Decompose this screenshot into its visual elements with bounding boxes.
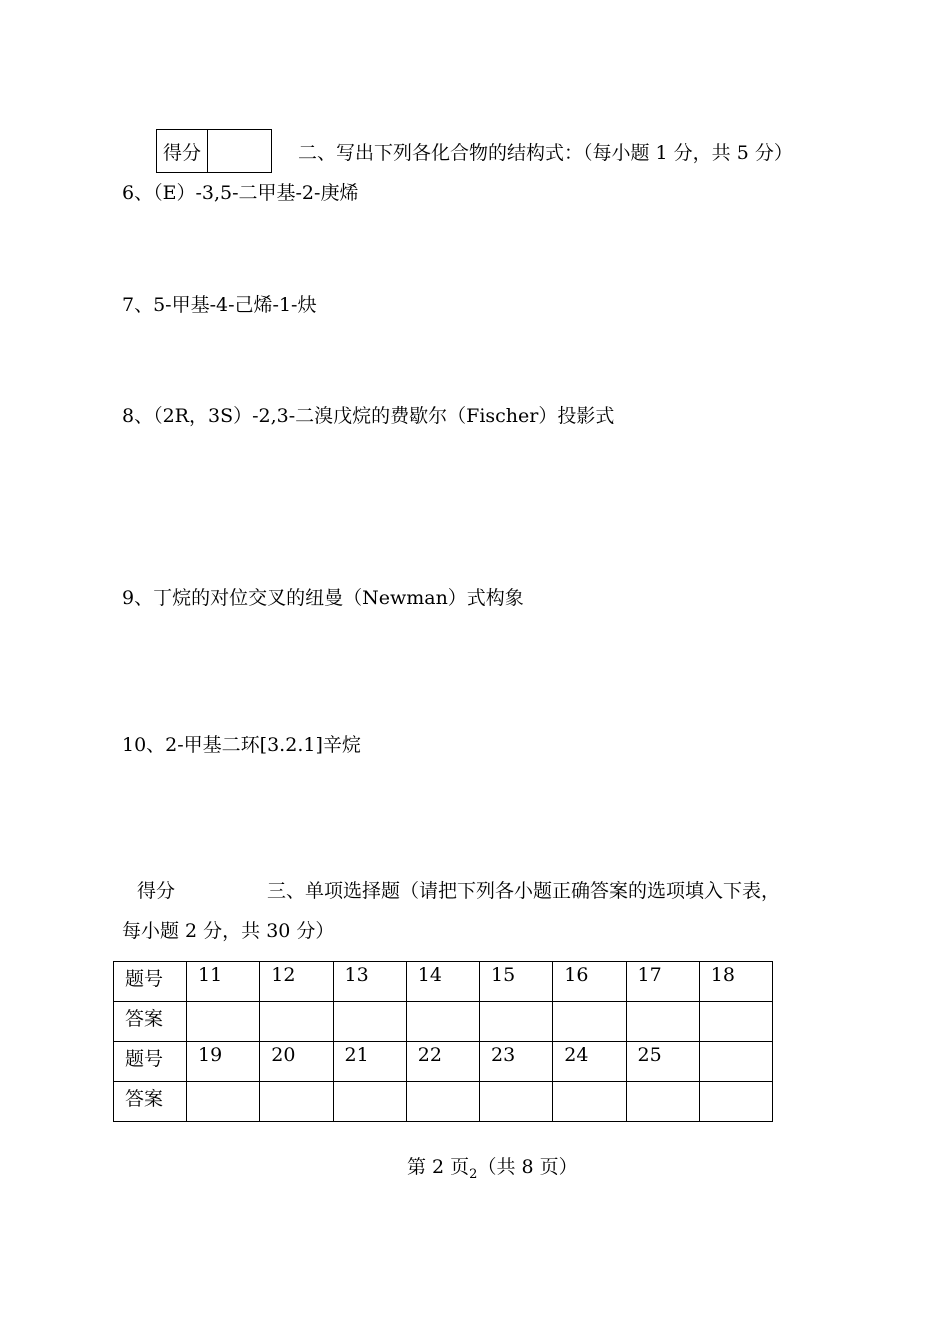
question-number-cell: 24 <box>553 1042 626 1082</box>
section2-heading: 二、写出下列各化合物的结构式：（每小题 1 分，共 5 分） <box>298 142 793 164</box>
question-number-cell: 18 <box>699 962 772 1002</box>
score-value-field[interactable] <box>208 130 271 172</box>
question-number-cell: 20 <box>260 1042 333 1082</box>
answer-cell[interactable] <box>626 1082 699 1122</box>
question-number-cell: 11 <box>187 962 260 1002</box>
question-number-cell: 23 <box>480 1042 553 1082</box>
question-7: 7、5-甲基-4-己烯-1-炔 <box>122 294 317 316</box>
question-8: 8、（2R，3S）-2,3-二溴戊烷的费歇尔（Fischer）投影式 <box>122 405 615 427</box>
question-number-cell: 16 <box>553 962 626 1002</box>
question-number-cell: 15 <box>480 962 553 1002</box>
question-number-cell: 19 <box>187 1042 260 1082</box>
answer-cell[interactable] <box>333 1082 406 1122</box>
section3-score-label: 得分 <box>137 880 176 902</box>
question-number-cell: 21 <box>333 1042 406 1082</box>
table-row <box>114 962 773 1002</box>
answer-cell[interactable] <box>699 1082 772 1122</box>
answer-cell[interactable] <box>260 1082 333 1122</box>
page-total-text: （共 8 页） <box>477 1156 578 1178</box>
answer-cell[interactable] <box>333 1002 406 1042</box>
section3-heading-line1: 三、单项选择题（请把下列各小题正确答案的选项填入下表， <box>267 880 781 902</box>
answer-cell[interactable] <box>480 1002 553 1042</box>
answer-cell[interactable] <box>187 1002 260 1042</box>
question-number-cell: 25 <box>626 1042 699 1082</box>
row-label-answer: 答案 <box>114 1002 187 1042</box>
row-label-number: 题号 <box>114 962 187 1002</box>
page-subscript: 2 <box>469 1166 478 1182</box>
question-number-cell: 22 <box>406 1042 479 1082</box>
answer-cell[interactable] <box>260 1002 333 1042</box>
answer-cell[interactable] <box>626 1002 699 1042</box>
question-6: 6、（E）-3,5-二甲基-2-庚烯 <box>122 182 359 204</box>
question-number-cell: 12 <box>260 962 333 1002</box>
answer-cell[interactable] <box>553 1002 626 1042</box>
answer-cell[interactable] <box>187 1082 260 1122</box>
table-row <box>114 1042 773 1082</box>
table-row <box>114 1082 773 1122</box>
question-number-cell <box>699 1042 772 1082</box>
row-label-number: 题号 <box>114 1042 187 1082</box>
answer-cell[interactable] <box>699 1002 772 1042</box>
page-footer <box>407 1158 578 1181</box>
table-row <box>114 1002 773 1042</box>
question-9: 9、丁烷的对位交叉的纽曼（Newman）式构象 <box>122 587 524 609</box>
answer-cell[interactable] <box>480 1082 553 1122</box>
question-number-cell: 17 <box>626 962 699 1002</box>
answer-cell[interactable] <box>553 1082 626 1122</box>
score-label: 得分 <box>157 130 208 172</box>
question-number-cell: 14 <box>406 962 479 1002</box>
score-box <box>156 129 272 173</box>
page-number-text: 第 2 页 <box>407 1156 470 1178</box>
answer-cell[interactable] <box>406 1082 479 1122</box>
row-label-answer: 答案 <box>114 1082 187 1122</box>
answer-cell[interactable] <box>406 1002 479 1042</box>
question-10: 10、2-甲基二环[3.2.1]辛烷 <box>122 734 361 756</box>
answer-table <box>113 961 773 1122</box>
section3-heading-line2: 每小题 2 分，共 30 分） <box>122 920 335 942</box>
question-number-cell: 13 <box>333 962 406 1002</box>
